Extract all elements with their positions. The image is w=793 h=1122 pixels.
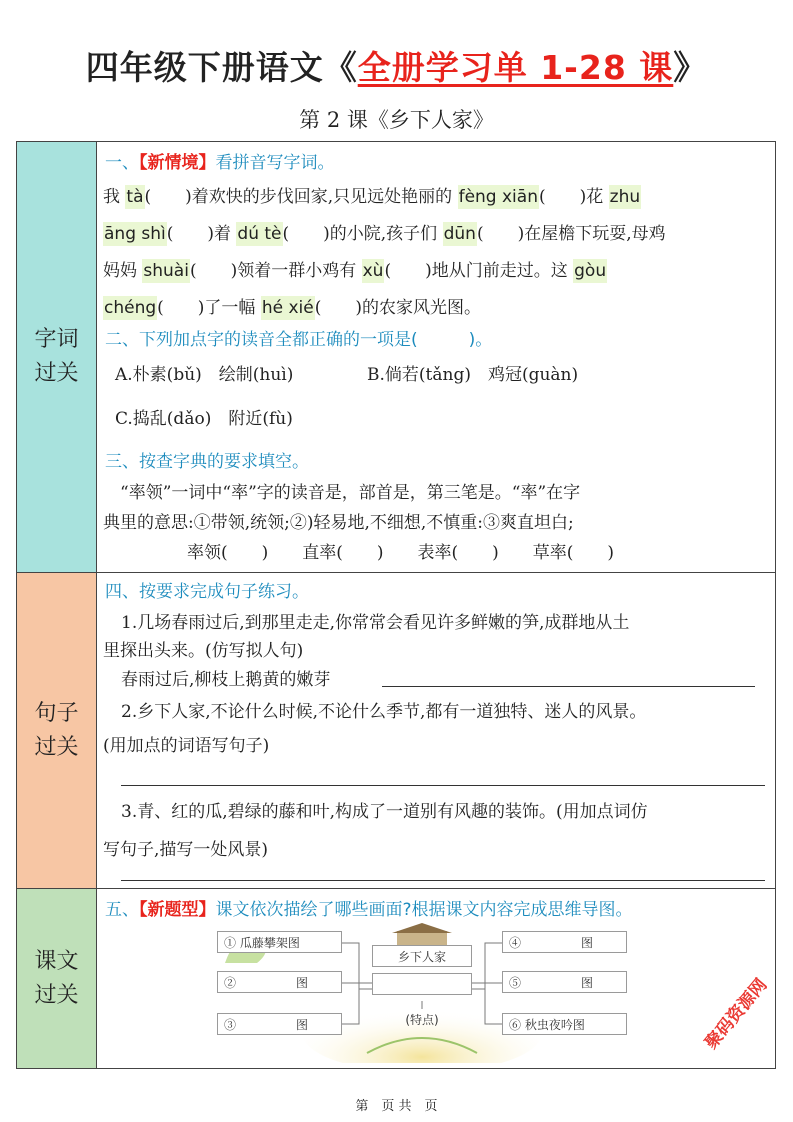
section-label-text: 课文 过关 xyxy=(17,889,97,1068)
option-b[interactable]: B.倘若(tǎng) 鸡冠(guàn) xyxy=(367,365,579,385)
sentence-1a: 1.几场春雨过后,到那里走走,你常常会看见许多鲜嫩的笋,成群地从土 xyxy=(121,613,630,633)
option-c[interactable]: C.捣乱(dǎo) 附近(fù) xyxy=(115,409,293,429)
lesson-subtitle: 第 2 课《乡下人家》 xyxy=(299,108,494,132)
dictionary-line-1: “率领”一词中“率”字的读音是，部首是，第三笔是。“率”在字 xyxy=(103,483,581,503)
mindmap-branch-3[interactable]: ③ 图 xyxy=(217,1013,342,1035)
answer-line-2[interactable] xyxy=(121,785,765,786)
question-1-title: 一、【新情境】看拼音写字词。 xyxy=(105,153,335,173)
sentence-3a: 3.青、红的瓜,碧绿的藤和叶,构成了一道别有风趣的装饰。(用加点词仿 xyxy=(121,802,648,822)
mindmap-feature-box[interactable] xyxy=(372,973,472,995)
section-sentences-content xyxy=(97,573,775,888)
section-label-sentences: 句子 过关 xyxy=(17,573,97,888)
dictionary-line-3: 率领( ) 直率( ) 表率( ) 草率( ) xyxy=(187,543,615,563)
sentence-1b: 里探出头来。(仿写拟人句) xyxy=(103,641,304,661)
sentence-3b: 写句子,描写一处风景) xyxy=(103,840,269,860)
page-footer: 第 页 共 页 xyxy=(355,1099,438,1114)
option-a[interactable]: A.朴素(bǔ) 绘制(huì) xyxy=(115,365,294,385)
mindmap-center: 乡下人家 xyxy=(372,945,472,967)
mindmap-branch-4[interactable]: ④ 图 xyxy=(502,931,627,953)
mindmap-branch-6: ⑥ 秋虫夜吟图 xyxy=(502,1013,627,1035)
question-3-title: 三、按查字典的要求填空。 xyxy=(105,452,309,472)
sentence-2a: 2.乡下人家,不论什么时候,不论什么季节,都有一道独特、迷人的风景。 xyxy=(121,702,647,722)
section-words xyxy=(17,142,775,573)
answer-line-1[interactable] xyxy=(382,686,755,687)
pinyin-line-4: chéng( )了一幅 hé xié( )的农家风光图。 xyxy=(104,298,481,318)
section-text xyxy=(17,889,775,1068)
mindmap-feature-label: (特点) xyxy=(405,1013,439,1027)
mindmap-branch-2[interactable]: ② 图 xyxy=(217,971,342,993)
sentence-1c: 春雨过后,柳枝上鹅黄的嫩芽 xyxy=(121,670,331,690)
pinyin-line-1: 我 tà( )着欢快的步伐回家,只见远处艳丽的 fèng xiān( )花 zhu xyxy=(103,187,641,207)
dictionary-line-2: 典里的意思:①带领,统领;②)轻易地,不细想,不慎重:③爽直坦白; xyxy=(103,513,574,533)
house-icon xyxy=(392,923,452,945)
section-sentences xyxy=(17,573,775,889)
section-words-content xyxy=(97,142,775,572)
section-label-words: 字词 过关 xyxy=(17,142,97,572)
pinyin-line-3: 妈妈 shuài( )领着一群小鸡有 xù( )地从门前走过。这 gòu xyxy=(103,261,607,281)
mindmap-branch-1: ① 瓜藤攀架图 xyxy=(217,931,342,953)
answer-line-3[interactable] xyxy=(121,880,765,881)
worksheet-table xyxy=(16,141,776,1069)
section-text-content xyxy=(97,889,775,1068)
page-title: 四年级下册语文《全册学习单 1-28 课》 xyxy=(85,48,708,87)
question-5-title: 五、【新题型】课文依次描绘了哪些画面?根据课文内容完成思维导图。 xyxy=(105,900,633,920)
mindmap xyxy=(217,923,627,1063)
question-4-title: 四、按要求完成句子练习。 xyxy=(105,582,309,602)
mindmap-branch-5[interactable]: ⑤ 图 xyxy=(502,971,627,993)
title-highlight: 全册学习单 1-28 课 xyxy=(357,48,674,87)
pinyin-line-2: āng shì( )着 dú tè( )的小院,孩子们 dūn( )在屋檐下玩耍,母鸡 xyxy=(104,224,666,244)
watermark: 聚码资源网 xyxy=(701,975,772,1054)
question-2-title: 二、下列加点字的读音全都正确的一项是( )。 xyxy=(105,330,493,350)
sentence-2b: (用加点的词语写句子) xyxy=(103,736,270,756)
